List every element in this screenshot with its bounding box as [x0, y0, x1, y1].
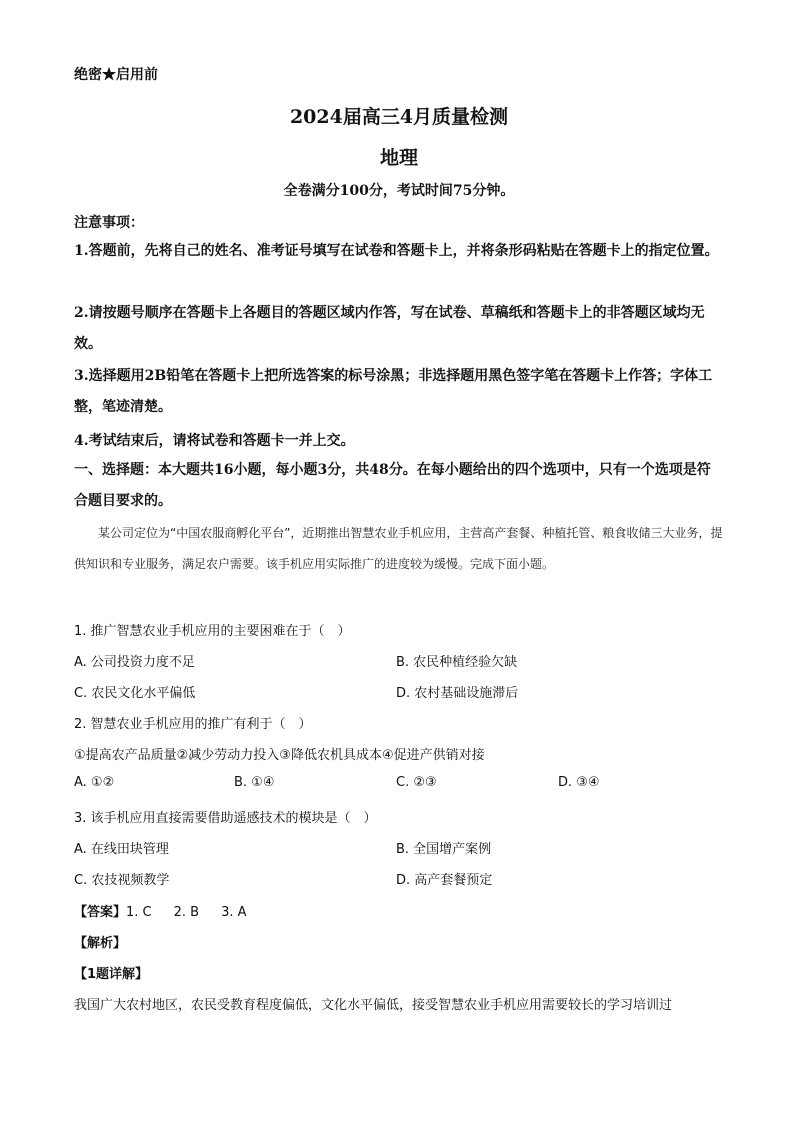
notice-item-3: 3.选择题用2B铅笔在答题卡上把所选答案的标号涂黑；非选择题用黑色签字笔在答题卡上作答；字体工整，笔迹清楚。 — [74, 368, 713, 415]
question-3-option-c: C. 农技视频教学 — [74, 873, 170, 888]
passage: 某公司定位为“中国农服商孵化平台”，近期推出智慧农业手机应用，主营高产套餐、种植托管、粮食收储三大业务，提供知识和专业服务，满足农户需要。该手机应用实际推广的进度较为缓慢。完成下面小题。 — [74, 526, 723, 571]
question-3-option-a: A. 在线田块管理 — [74, 842, 169, 857]
answer-3: 3. A — [221, 905, 247, 920]
question-1-stem: 1. 推广智慧农业手机应用的主要困难在于（ ） — [74, 624, 351, 639]
question-2-option-b: B. ①④ — [234, 775, 275, 790]
notice-item-1: 1.答题前，先将自己的姓名、准考证号填写在试卷和答题卡上，并将条形码粘贴在答题卡上的指定位置。 — [74, 243, 719, 259]
question-1-option-c: C. 农民文化水平偏低 — [74, 686, 196, 701]
question-3-option-d: D. 高产套餐预定 — [396, 873, 493, 888]
question-2-option-c: C. ②③ — [396, 775, 437, 790]
question-2-statements: ①提高农产品质量②减少劳动力投入③降低农机具成本④促进产供销对接 — [74, 748, 485, 763]
confidential-mark: 绝密★启用前 — [74, 67, 158, 83]
question-1-option-d: D. 农村基础设施滞后 — [396, 686, 519, 701]
detail-text: 我国广大农村地区，农民受教育程度偏低，文化水平偏低，接受智慧农业手机应用需要较长的学习培训过 — [74, 998, 673, 1013]
answer-label: 【答案】 — [74, 905, 127, 920]
question-2-stem: 2. 智慧农业手机应用的推广有利于（ ） — [74, 717, 312, 732]
question-3-stem: 3. 该手机应用直接需要借助遥感技术的模块是（ ） — [74, 811, 377, 826]
subject-title: 地理 — [379, 147, 418, 169]
answer-line — [74, 901, 247, 920]
answer-2: 2. B — [173, 905, 200, 920]
exam-title: 2024届高三4月质量检测 — [289, 106, 509, 128]
question-1-option-b: B. 农民种植经验欠缺 — [396, 655, 518, 670]
notice-item-2: 2.请按题号顺序在答题卡上各题目的答题区域内作答，写在试卷、草稿纸和答题卡上的非答题区域均无效。 — [74, 305, 705, 352]
exam-meta: 全卷满分100分，考试时间75分钟。 — [283, 183, 515, 199]
question-3-option-b: B. 全国增产案例 — [396, 842, 492, 857]
question-1-option-a: A. 公司投资力度不足 — [74, 655, 195, 670]
notice-item-4: 4.考试结束后，请将试卷和答题卡一并上交。 — [74, 433, 355, 449]
answer-1: 1. C — [126, 905, 152, 920]
notice-heading: 注意事项： — [74, 215, 144, 231]
detail-heading: 【1题详解】 — [74, 967, 149, 982]
question-2-option-d: D. ③④ — [558, 775, 600, 790]
analysis-label: 【解析】 — [74, 936, 127, 951]
section-heading: 一、选择题：本大题共16小题，每小题3分，共48分。在每小题给出的四个选项中，只有一个选项是符合题目要求的。 — [74, 462, 711, 509]
question-2-option-a: A. ①② — [74, 775, 115, 790]
